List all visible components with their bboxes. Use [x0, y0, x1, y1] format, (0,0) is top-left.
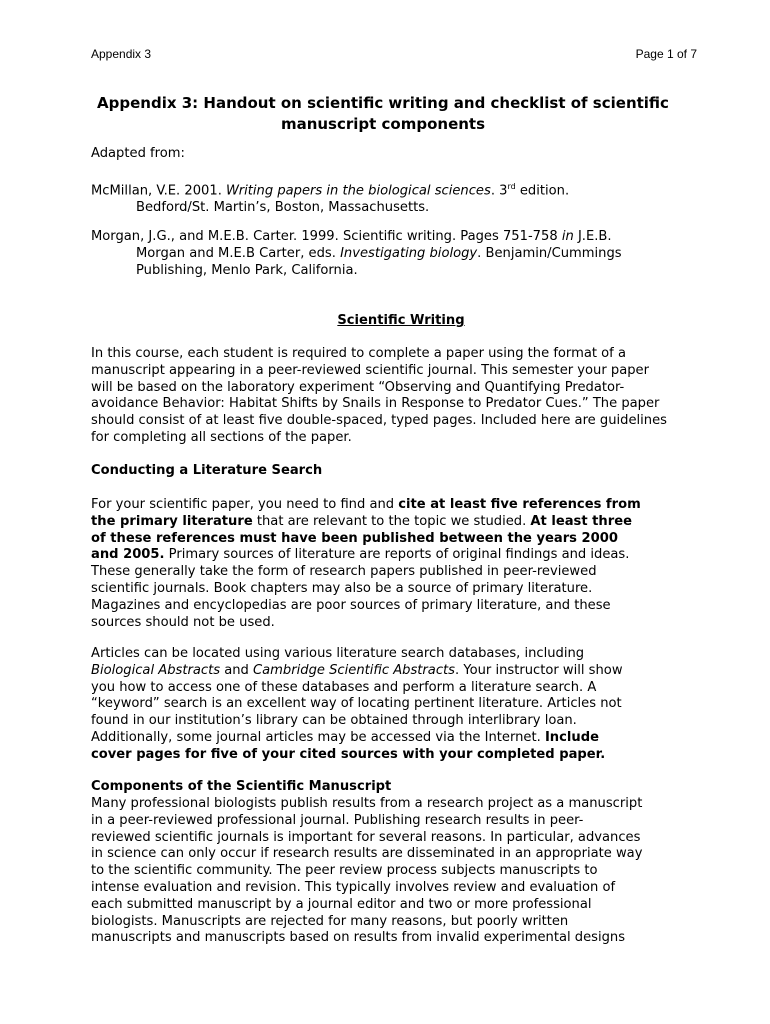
- literature-search-heading: Conducting a Literature Search: [91, 463, 323, 478]
- components-heading: Components of the Scientific Manuscript: [91, 779, 392, 794]
- section-heading-scientific-writing: Scientific Writing: [337, 313, 465, 328]
- literature-paragraph-2: Articles can be located using various literature search databases, including Biological Abstracts and Cambridge Scientific Abstracts. Your instructor will show you how to access one of these databases and perform a literature search. A “keyword” search is an excellent way of locating pertinent literature. Articles not found in our institution’s library can be obtained through interlibrary loan. Additionally, some journal articles may be accessed via the Internet. Include cover pages for five of your cited sources with your completed paper.: [91, 646, 623, 762]
- document-title: Appendix 3: Handout on scientific writing and checklist of scientific manuscript components: [97, 94, 669, 133]
- header-page-number: Page 1 of 7: [635, 47, 697, 61]
- reference-mcmillan: McMillan, V.E. 2001. Writing papers in the biological sciences. 3rd edition. Bedford/St. Martin’s, Boston, Massachusetts.: [91, 182, 570, 216]
- components-paragraph: Many professional biologists publish results from a research project as a manuscript in a peer-reviewed professional journal. Publishing research results in peer- reviewed scientific journals is important for several reasons. In particular, advances in science can only occur if research results are disseminated in an appropriate way to the scientific community. The peer review process subjects manuscripts to intense evaluation and revision. This typically involves review and evaluation of each submitted manuscript by a journal editor and two or more professional biologists. Manuscripts are rejected for many reasons, but poorly written manuscripts and manuscripts based on results from invalid experimental designs: [91, 796, 643, 946]
- literature-paragraph-1: For your scientific paper, you need to find and cite at least five references from the primary literature that are relevant to the topic we studied. At least three of these references must have been published between the years 2000 and 2005. Primary sources of literature are reports of original findings and ideas. These generally take the form of research papers published in peer-reviewed scientific journals. Book chapters may also be a source of primary literature. Magazines and encyclopedias are poor sources of primary literature, and these sources should not be used.: [91, 497, 641, 630]
- reference-morgan: Morgan, J.G., and M.E.B. Carter. 1999. Scientific writing. Pages 751-758 in J.E.B. Morgan and M.E.B Carter, eds. Investigating biology. Benjamin/Cummings Publishing, Menlo Park, California.: [91, 229, 622, 278]
- header-left: Appendix 3: [91, 47, 152, 61]
- adapted-from-label: Adapted from:: [91, 146, 185, 161]
- intro-paragraph: In this course, each student is required to complete a paper using the format of a manuscript appearing in a peer-reviewed scientific journal. This semester your paper will be based on the laboratory experiment “Observing and Quantifying Predator- avoidance Behavior: Habitat Shifts by Snails in Response to Predator Cues.” The paper should consist of at least five double-spaced, typed pages. Included here are guidelines for completing all sections of the paper.: [91, 346, 667, 445]
